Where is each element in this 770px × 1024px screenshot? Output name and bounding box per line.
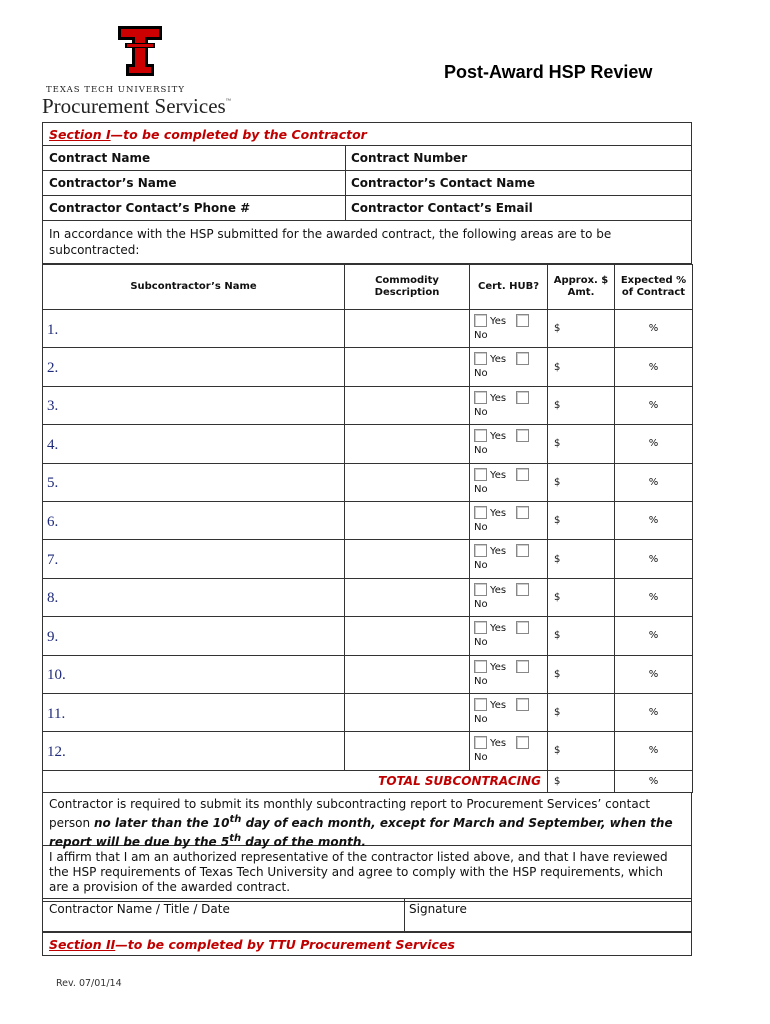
cert-hub-cell xyxy=(470,501,548,539)
commodity-cell[interactable] xyxy=(345,501,470,539)
checkbox-icon[interactable] xyxy=(516,660,529,673)
amount-cell[interactable]: $ xyxy=(548,693,615,731)
checkbox-icon[interactable] xyxy=(474,544,487,557)
yes-label: Yes xyxy=(490,392,507,404)
row-number: 4. xyxy=(47,436,59,453)
contact-phone-field[interactable]: Contractor Contact’s Phone # xyxy=(49,201,251,215)
percent-cell[interactable]: % xyxy=(615,310,693,348)
table-row xyxy=(43,463,693,501)
yes-label: Yes xyxy=(490,507,507,519)
header-subcontractor-name: Subcontractor’s Name xyxy=(43,265,345,310)
row-number: 1. xyxy=(47,321,59,338)
percent-cell[interactable]: % xyxy=(615,463,693,501)
percent-cell[interactable]: % xyxy=(615,501,693,539)
yes-label: Yes xyxy=(490,316,507,327)
commodity-cell[interactable] xyxy=(345,386,470,424)
commodity-cell[interactable] xyxy=(345,425,470,463)
amount-cell[interactable]: $ xyxy=(548,617,615,655)
table-row xyxy=(43,425,693,463)
row-number: 6. xyxy=(47,513,59,530)
header-amount: Approx. $ Amt. xyxy=(548,265,615,310)
header-commodity: Commodity Description xyxy=(345,265,470,310)
subcontractor-name-cell[interactable] xyxy=(43,693,345,731)
commodity-cell[interactable] xyxy=(345,578,470,616)
row-number: 8. xyxy=(47,590,59,607)
cert-hub-cell xyxy=(470,617,548,655)
section-2-header: Section II—to be completed by TTU Procurement Services xyxy=(42,932,692,956)
row-number: 5. xyxy=(47,475,59,492)
row-number: 3. xyxy=(47,398,59,415)
checkbox-icon[interactable] xyxy=(474,736,487,749)
checkbox-icon[interactable] xyxy=(516,468,529,481)
percent-cell[interactable]: % xyxy=(615,348,693,386)
no-label: No xyxy=(474,752,488,764)
page-title: Post-Award HSP Review xyxy=(444,62,653,82)
contract-name-field[interactable]: Contract Name xyxy=(49,151,151,165)
section-1-header: Section I—to be completed by the Contractor xyxy=(42,122,692,146)
yes-label: Yes xyxy=(490,661,507,673)
no-label: No xyxy=(474,368,488,380)
row-number: 10. xyxy=(47,667,66,684)
commodity-cell[interactable] xyxy=(345,732,470,770)
commodity-cell[interactable] xyxy=(345,348,470,386)
revision-date: Rev. 07/01/14 xyxy=(56,978,122,989)
cert-hub-cell xyxy=(470,348,548,386)
yes-label: Yes xyxy=(490,738,507,750)
checkbox-icon[interactable] xyxy=(516,621,529,634)
subcontractor-name-cell[interactable] xyxy=(43,540,345,578)
percent-cell[interactable]: % xyxy=(615,732,693,770)
table-row xyxy=(43,386,693,424)
no-label: No xyxy=(474,330,488,341)
contractor-name-field[interactable]: Contractor’s Name xyxy=(49,176,177,190)
cert-hub-cell xyxy=(470,425,548,463)
signature-row xyxy=(42,898,692,932)
percent-cell[interactable]: % xyxy=(615,540,693,578)
no-label: No xyxy=(474,598,488,610)
subcontractor-name-cell[interactable] xyxy=(43,578,345,616)
percent-cell[interactable]: % xyxy=(615,578,693,616)
cert-hub-cell xyxy=(470,310,548,348)
commodity-cell[interactable] xyxy=(345,655,470,693)
checkbox-icon[interactable] xyxy=(516,314,529,327)
intro-text: In accordance with the HSP submitted for the awarded contract, the following areas are to be subcontracted: xyxy=(42,220,692,264)
checkbox-icon[interactable] xyxy=(516,544,529,557)
table-row xyxy=(43,310,693,348)
yes-label: Yes xyxy=(490,546,507,558)
contact-name-field[interactable]: Contractor’s Contact Name xyxy=(351,176,535,190)
checkbox-icon[interactable] xyxy=(474,583,487,596)
checkbox-icon[interactable] xyxy=(474,429,487,442)
ttu-logo xyxy=(42,24,242,118)
yes-label: Yes xyxy=(490,354,507,366)
subcontractor-name-cell[interactable] xyxy=(43,386,345,424)
table-row xyxy=(43,501,693,539)
checkbox-icon[interactable] xyxy=(516,698,529,711)
cert-hub-cell xyxy=(470,693,548,731)
double-t-logo-icon xyxy=(116,24,164,78)
percent-cell[interactable]: % xyxy=(615,425,693,463)
table-row xyxy=(43,732,693,770)
table-row xyxy=(43,540,693,578)
contractor-name-title-date-field[interactable]: Contractor Name / Title / Date xyxy=(49,902,230,916)
commodity-cell[interactable] xyxy=(345,463,470,501)
university-name: TEXAS TECH UNIVERSITY xyxy=(46,85,185,95)
no-label: No xyxy=(474,406,488,418)
total-percent-field[interactable]: % xyxy=(615,770,693,792)
checkbox-icon[interactable] xyxy=(516,352,529,365)
percent-cell[interactable]: % xyxy=(615,386,693,424)
total-amount-field[interactable]: $ xyxy=(548,770,615,792)
department-name: Procurement Services™ xyxy=(42,94,231,118)
yes-label: Yes xyxy=(490,699,507,711)
row-number: 2. xyxy=(47,360,59,377)
signature-field[interactable]: Signature xyxy=(409,902,467,916)
cert-hub-cell xyxy=(470,463,548,501)
contact-email-field[interactable]: Contractor Contact’s Email xyxy=(351,201,533,215)
checkbox-icon[interactable] xyxy=(516,391,529,404)
affirmation-text: I affirm that I am an authorized representative of the contractor listed above, and that I have reviewed the HSP requirements of Texas Tech University and agree to comply with the HSP requirements, which are a provision of the awarded contract. xyxy=(42,846,692,902)
row-number: 7. xyxy=(47,552,59,569)
commodity-cell[interactable] xyxy=(345,540,470,578)
percent-cell[interactable]: % xyxy=(615,617,693,655)
commodity-cell[interactable] xyxy=(345,617,470,655)
contract-number-field[interactable]: Contract Number xyxy=(351,151,468,165)
cert-hub-cell xyxy=(470,540,548,578)
amount-cell[interactable]: $ xyxy=(548,540,615,578)
subcontractor-name-cell[interactable] xyxy=(43,310,345,348)
amount-cell[interactable]: $ xyxy=(548,655,615,693)
checkbox-icon[interactable] xyxy=(474,352,487,365)
no-label: No xyxy=(474,713,488,725)
amount-cell[interactable]: $ xyxy=(548,425,615,463)
table-row xyxy=(43,693,693,731)
info-row-contract xyxy=(42,146,692,171)
table-row xyxy=(43,617,693,655)
row-number: 9. xyxy=(47,628,59,645)
checkbox-icon[interactable] xyxy=(474,506,487,519)
amount-cell[interactable]: $ xyxy=(548,578,615,616)
info-row-contact xyxy=(42,196,692,221)
subcontractor-name-cell[interactable] xyxy=(43,348,345,386)
no-label: No xyxy=(474,675,488,687)
commodity-cell[interactable] xyxy=(345,310,470,348)
no-label: No xyxy=(474,560,488,572)
subcontractor-name-cell[interactable] xyxy=(43,655,345,693)
cert-hub-cell xyxy=(470,655,548,693)
amount-cell[interactable]: $ xyxy=(548,501,615,539)
total-subcontracting-label: TOTAL SUBCONTRACING xyxy=(43,770,548,792)
yes-label: Yes xyxy=(490,469,507,481)
table-row xyxy=(43,578,693,616)
reporting-notice: Contractor is required to submit its monthly subcontracting report to Procurement Services’ contact person no later than the 10th day of each month, except for March and September, when the report will be due by the 5th day of the month. xyxy=(42,792,692,846)
amount-cell[interactable]: $ xyxy=(548,463,615,501)
no-label: No xyxy=(474,445,488,457)
no-label: No xyxy=(474,637,488,649)
subcontractor-name-cell[interactable] xyxy=(43,732,345,770)
checkbox-icon[interactable] xyxy=(474,468,487,481)
header-percent: Expected % of Contract xyxy=(615,265,693,310)
checkbox-icon[interactable] xyxy=(516,429,529,442)
checkbox-icon[interactable] xyxy=(516,506,529,519)
header-cert-hub: Cert. HUB? xyxy=(470,265,548,310)
checkbox-icon[interactable] xyxy=(474,621,487,634)
row-number: 11. xyxy=(47,705,66,722)
yes-label: Yes xyxy=(490,623,507,635)
amount-cell[interactable]: $ xyxy=(548,348,615,386)
subcontractor-table xyxy=(42,264,693,793)
percent-cell[interactable]: % xyxy=(615,655,693,693)
amount-cell[interactable]: $ xyxy=(548,310,615,348)
cert-hub-cell xyxy=(470,578,548,616)
amount-cell[interactable]: $ xyxy=(548,386,615,424)
no-label: No xyxy=(474,483,488,495)
subcontractor-name-cell[interactable] xyxy=(43,463,345,501)
yes-label: Yes xyxy=(490,431,507,443)
amount-cell[interactable]: $ xyxy=(548,732,615,770)
checkbox-icon[interactable] xyxy=(474,698,487,711)
no-label: No xyxy=(474,521,488,533)
subcontractor-name-cell[interactable] xyxy=(43,425,345,463)
row-number: 12. xyxy=(47,743,66,760)
cert-hub-cell xyxy=(470,386,548,424)
percent-cell[interactable]: % xyxy=(615,693,693,731)
subcontractor-name-cell[interactable] xyxy=(43,617,345,655)
checkbox-icon[interactable] xyxy=(516,736,529,749)
checkbox-icon[interactable] xyxy=(474,314,487,327)
checkbox-icon[interactable] xyxy=(516,583,529,596)
cert-hub-cell xyxy=(470,732,548,770)
table-row xyxy=(43,348,693,386)
table-row xyxy=(43,655,693,693)
info-row-contractor xyxy=(42,171,692,196)
commodity-cell[interactable] xyxy=(345,693,470,731)
yes-label: Yes xyxy=(490,584,507,596)
checkbox-icon[interactable] xyxy=(474,391,487,404)
subcontractor-name-cell[interactable] xyxy=(43,501,345,539)
checkbox-icon[interactable] xyxy=(474,660,487,673)
